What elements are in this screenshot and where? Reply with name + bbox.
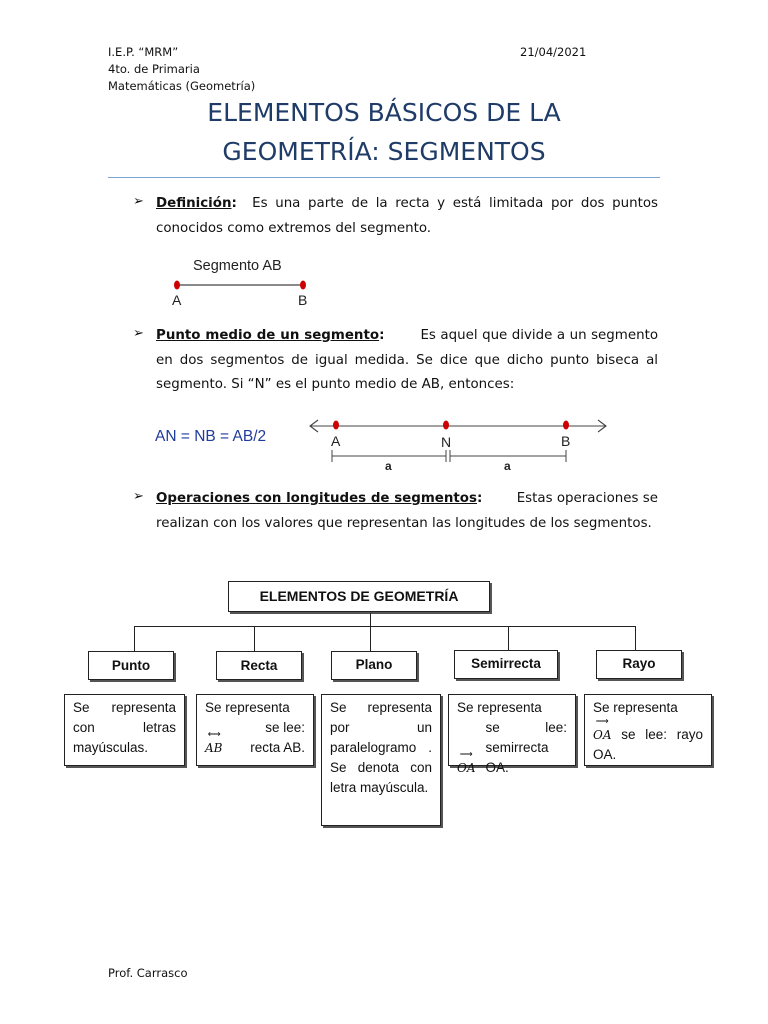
page-title-line2: GEOMETRÍA: SEGMENTOS bbox=[222, 137, 546, 166]
point-n-dot bbox=[443, 421, 449, 430]
ray-arrow-icon: ⟶ bbox=[595, 716, 609, 726]
notation-semirrecta-oa: ⟶ OA bbox=[457, 749, 476, 775]
double-arrow-icon: ⟷ bbox=[207, 729, 220, 739]
notation-rayo-oa: ⟶ OA bbox=[593, 716, 612, 742]
point-a-dot bbox=[333, 421, 339, 430]
school-name: I.E.P. “MRM” bbox=[108, 45, 179, 59]
desc-punto: Se representa con letras mayúsculas. bbox=[64, 694, 185, 766]
point-b-label: B bbox=[298, 292, 308, 308]
desc-recta: Se representa ⟷ AB se lee: recta AB. bbox=[196, 694, 314, 766]
grade-label: 4to. de Primaria bbox=[108, 62, 200, 76]
point-b-label: B bbox=[561, 433, 571, 449]
segment-ab-figure bbox=[160, 254, 320, 310]
midpoint-text: Es aquel que divide a un segmento en dos segmentos de igual medida. Se dice que dicho punto biseca al segmento. Si “N” es el punto medio de AB, entonces: bbox=[156, 328, 659, 392]
node-rayo: Rayo bbox=[596, 650, 682, 679]
connector-recta bbox=[254, 626, 255, 651]
page-title-line1: ELEMENTOS BÁSICOS DE LA bbox=[207, 98, 561, 127]
footer-teacher: Prof. Carrasco bbox=[108, 966, 188, 980]
connector-plano bbox=[370, 626, 371, 651]
midpoint-formula: AN = NB = AB/2 bbox=[155, 428, 267, 445]
point-b-dot bbox=[563, 421, 569, 430]
concept-map-root: ELEMENTOS DE GEOMETRÍA bbox=[228, 581, 490, 612]
point-a-dot bbox=[174, 281, 180, 290]
rayo-read-text: se lee: rayo OA. bbox=[593, 727, 703, 762]
half-label-1: a bbox=[385, 459, 392, 473]
half-label-2: a bbox=[504, 459, 511, 473]
desc-semirrecta: Se representa ⟶ OA se lee: semirrecta OA. bbox=[448, 694, 576, 766]
point-b-dot bbox=[300, 281, 306, 290]
node-semirrecta: Semirrecta bbox=[454, 650, 558, 679]
node-plano: Plano bbox=[331, 651, 417, 680]
bullet-arrow-icon: ➢ bbox=[133, 489, 144, 504]
ray-arrow-icon: ⟶ bbox=[459, 749, 473, 759]
point-n-label: N bbox=[441, 434, 452, 450]
midpoint-figure bbox=[302, 412, 614, 476]
node-recta: Recta bbox=[216, 651, 302, 680]
recta-read-text: se lee: recta AB. bbox=[250, 720, 305, 755]
semirrecta-read-text: se lee: semirrecta OA. bbox=[485, 720, 567, 775]
operations-paragraph: Operaciones con longitudes de segmentos: Estas operaciones se realizan con los valores que representan las longitudes de los segmentos. bbox=[156, 491, 658, 531]
point-a-label: A bbox=[331, 433, 341, 449]
subject-label: Matemáticas (Geometría) bbox=[108, 79, 256, 93]
node-punto: Punto bbox=[88, 651, 174, 680]
bullet-arrow-icon: ➢ bbox=[133, 194, 144, 209]
date-label: 21/04/2021 bbox=[520, 45, 587, 59]
connector-root bbox=[370, 613, 371, 626]
desc-plano: Se representa por un paralelogramo . Se denota con letra mayúscula. bbox=[321, 694, 441, 826]
midpoint-term: Punto medio de un segmento bbox=[156, 328, 380, 343]
connector-punto bbox=[134, 626, 135, 651]
connector-rayo bbox=[635, 626, 636, 650]
segment-ab-label: Segmento AB bbox=[193, 258, 282, 274]
connector-horizontal bbox=[134, 626, 635, 627]
operations-text: Estas operaciones se realizan con los valores que representan las longitudes de los segmentos. bbox=[156, 491, 658, 531]
desc-rayo: Se representa ⟶ OA se lee: rayo OA. bbox=[584, 694, 712, 766]
point-a-label: A bbox=[172, 292, 182, 308]
definition-paragraph: Definición: Es una parte de la recta y está limitada por dos puntos conocidos como extremos del segmento. bbox=[156, 196, 659, 236]
definition-term: Definición bbox=[156, 196, 232, 211]
notation-line-ab: ⟷ AB bbox=[205, 729, 223, 755]
midpoint-paragraph: Punto medio de un segmento: Es aquel que divide a un segmento en dos segmentos de igual medida. Se dice que dicho punto biseca al segmento. Si “N” es el punto medio de AB, entonces: bbox=[156, 328, 659, 392]
definition-text: Es una parte de la recta y está limitada por dos puntos conocidos como extremos del segmento. bbox=[156, 196, 659, 236]
connector-semirrecta bbox=[508, 626, 509, 650]
title-underline bbox=[108, 177, 660, 178]
operations-term: Operaciones con longitudes de segmentos bbox=[156, 491, 477, 506]
bullet-arrow-icon: ➢ bbox=[133, 326, 144, 341]
